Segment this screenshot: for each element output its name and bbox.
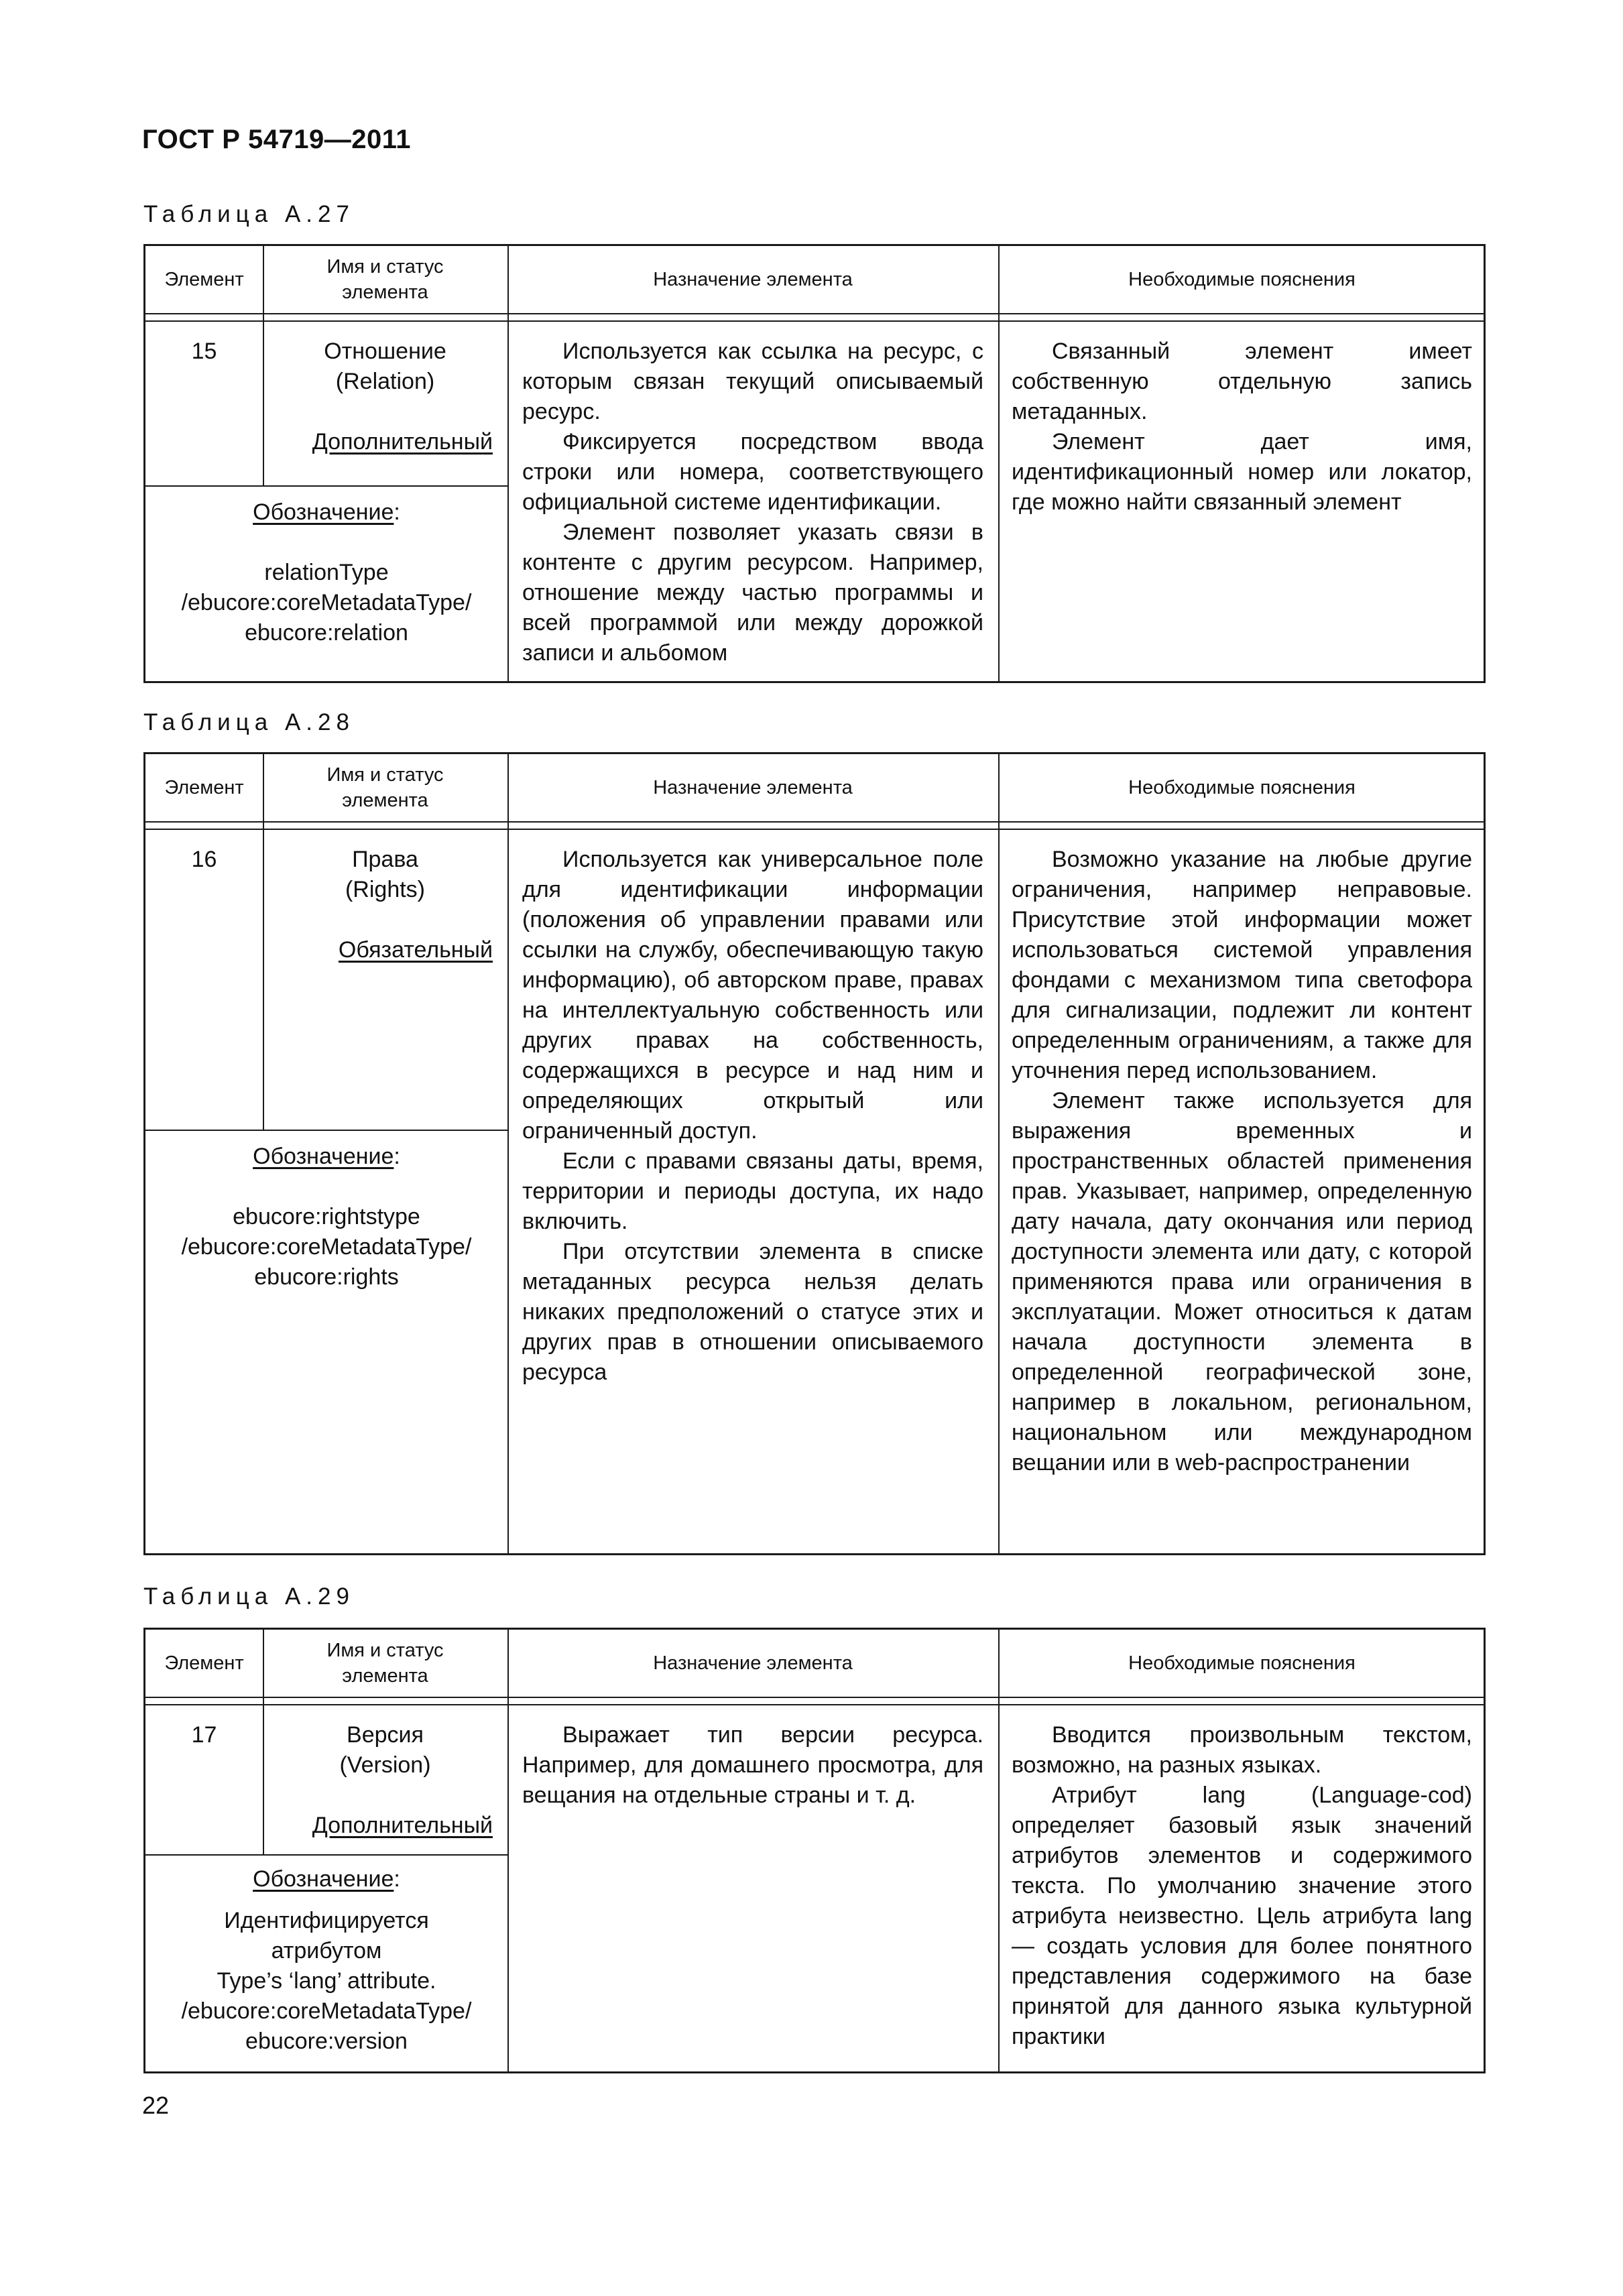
table-caption: Таблица А.27 <box>143 201 355 227</box>
purpose-text: Используется как ссылка на ресурс, с которым связан текущий описываемый ресурс. Фиксируется посредством ввода строки или номера, соответствующего официальной системе идентификации. Элемент позволяет указать связи в контенте с другим ресурсом. Например, отношение между частью программы и всей программой или между дорожкой записи и альбомом <box>522 339 983 666</box>
page-number: 22 <box>142 2092 170 2119</box>
row-divider <box>145 485 507 487</box>
col-header-purpose: Назначение элемента <box>653 1652 853 1674</box>
element-number: 17 <box>191 1722 217 1748</box>
element-name-en: (Rights) <box>345 877 426 902</box>
element-status: Дополнительный <box>312 1813 493 1838</box>
col-header-element: Элемент <box>164 1652 244 1674</box>
explanation-text: Возможно указание на любые другие ограничения, например неправовые. Присутствие этой информации может использоваться системой управления фондами с механизмом типа светофора для сигнализации, подлежит ли контент определенным ограничениям, а также для уточнения перед использованием. Элемент также используется для выражения временных и пространственных областей применения прав. Указывает, например, определенную дату начала, дату окончания или период доступности элемента или дату, с которой применяются права или ограничения в эксплуатации. Может относиться к датам начала доступности элемента в определенной географической зоне, например в локальном, региональном, национальном или международном вещании или в web-распространении <box>1012 847 1472 1475</box>
designation-value: ebucore:rightstype /ebucore:coreMetadataType/ ebucore:rights <box>181 1204 472 1290</box>
element-number: 16 <box>191 847 217 872</box>
row-divider <box>145 1854 507 1856</box>
designation-label: Обозначение: <box>253 499 400 525</box>
header-divider <box>145 313 1484 314</box>
element-name-en: (Version) <box>339 1752 431 1778</box>
element-name: Версия <box>347 1722 424 1748</box>
header-divider <box>145 1697 1484 1698</box>
element-number: 15 <box>191 339 217 364</box>
explanation-text: Вводится произвольным текстом, возможно, на разных языках. Атрибут lang (Language-cod) определяет базовый язык значений атрибутов элементов и содержимого текста. По умолчанию значение этого атрибута неизвестно. Цель атрибута lang — создать условия для более понятного представления содержимого на базе принятой для данного языка культурной практики <box>1012 1722 1472 2049</box>
header-divider <box>145 1704 1484 1705</box>
table-a27 <box>143 244 1486 683</box>
row-divider <box>145 1130 507 1131</box>
element-status: Дополнительный <box>312 429 493 455</box>
table-a29 <box>143 1628 1486 2073</box>
designation-label: Обозначение: <box>253 1866 400 1892</box>
col-header-name-status: Имя и статус элемента <box>326 256 444 303</box>
header-divider <box>145 320 1484 322</box>
table-caption: Таблица А.28 <box>143 709 355 735</box>
purpose-text: Используется как универсальное поле для идентификации информации (положения об управлении правами или ссылки на службу, обеспечивающую такую информацию), об авторском праве, правах на интеллектуальную собственность или других правах на собственность, содержащихся в ресурсе и над ним и определяющих открытый или ограниченный доступ. Если с правами связаны даты, время, территории и периоды доступа, их надо включить. При отсутствии элемента в списке метаданных ресурса нельзя делать никаких предположений о статусе этих и других прав в отношении описываемого ресурса <box>522 847 983 1385</box>
col-header-purpose: Назначение элемента <box>653 269 853 290</box>
col-header-purpose: Назначение элемента <box>653 777 853 798</box>
document-header: ГОСТ Р 54719—2011 <box>142 125 411 154</box>
purpose-text: Выражает тип версии ресурса. Например, для домашнего просмотра, для вещания на отдельные страны и т. д. <box>522 1722 983 1808</box>
col-header-element: Элемент <box>164 269 244 290</box>
column-divider <box>507 1630 509 2073</box>
element-name: Отношение <box>324 339 446 364</box>
element-status: Обязательный <box>338 937 493 963</box>
col-header-name-status: Имя и статус элемента <box>326 1640 444 1687</box>
table-caption: Таблица А.29 <box>143 1583 355 1610</box>
designation-value: relationType /ebucore:coreMetadataType/ ebucore:relation <box>181 560 472 646</box>
col-header-name-status: Имя и статус элемента <box>326 764 444 811</box>
col-header-explanation: Необходимые пояснения <box>1128 269 1356 290</box>
element-name-en: (Relation) <box>335 369 435 394</box>
explanation-text: Связанный элемент имеет собственную отдельную запись метаданных. Элемент дает имя, идентификационный номер или локатор, где можно найти связанный элемент <box>1012 339 1472 515</box>
col-header-explanation: Необходимые пояснения <box>1128 1652 1356 1674</box>
table-a28 <box>143 752 1486 1555</box>
header-divider <box>145 829 1484 830</box>
element-name: Права <box>352 847 418 872</box>
header-divider <box>145 821 1484 823</box>
col-header-explanation: Необходимые пояснения <box>1128 777 1356 798</box>
designation-value: Идентифицируется атрибутом Type’s ‘lang’ attribute. /ebucore:coreMetadataType/ ebucore:version <box>181 1908 472 2054</box>
col-header-element: Элемент <box>164 777 244 798</box>
designation-label: Обозначение: <box>253 1144 400 1169</box>
